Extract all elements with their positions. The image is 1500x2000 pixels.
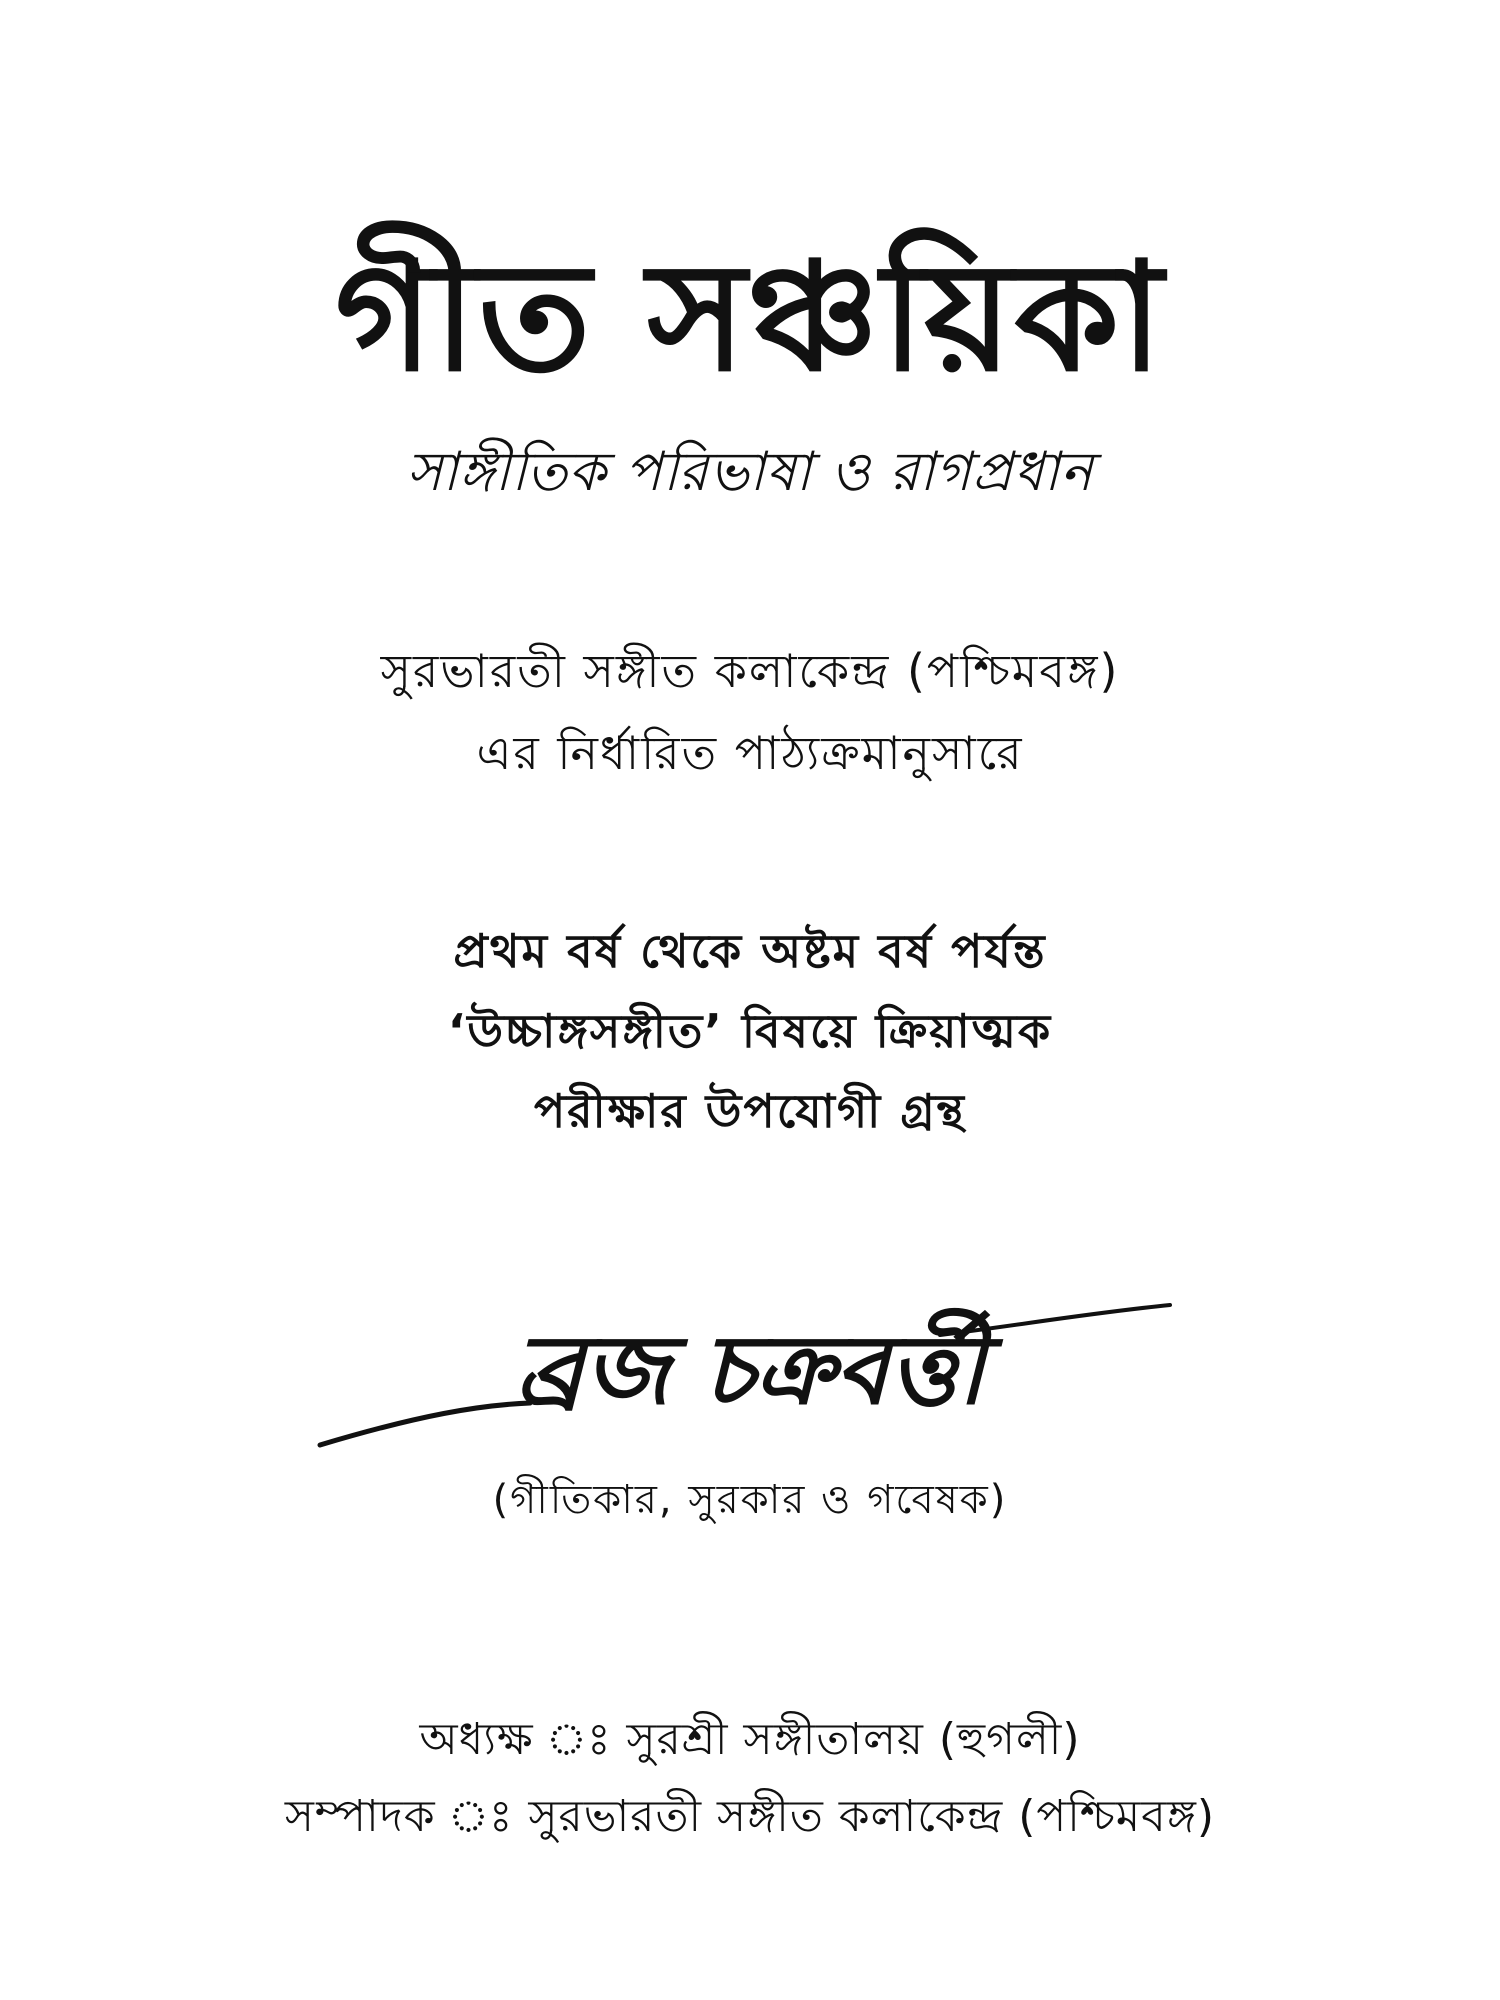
syllabus-line-1: সুরভারতী সঙ্গীত কলাকেন্দ্র (পশ্চিমবঙ্গ) [380,644,1120,698]
author-role: (গীতিকার, সুরকার ও গবেষক) [492,1477,1008,1523]
scope-line-1: প্রথম বর্ষ থেকে অষ্টম বর্ষ পর্যন্ত [453,924,1047,978]
author-signature-block [300,1295,1200,1455]
author-position-1: অধ্যক্ষ ঃ সুরশ্রী সঙ্গীতালয় (হুগলী) [419,1714,1081,1765]
scope-line-3: পরীক্ষার উপযোগী গ্রন্থ [534,1084,966,1138]
author-name: ব্রজ চক্রবর্ত্তী [515,1313,985,1426]
author-position-2: সম্পাদক ঃ সুরভারতী সঙ্গীত কলাকেন্দ্র (পশ্চিমবঙ্গ) [284,1791,1216,1842]
book-title: গীত সঞ্চয়িকা [335,231,1165,405]
scope-line-2: ‘উচ্চাঙ্গসঙ্গীত’ বিষয়ে ক্রিয়াত্মক [447,1004,1053,1058]
syllabus-line-2: এর নির্ধারিত পাঠ্যক্রমানুসারে [476,726,1024,780]
book-subtitle: সাঙ্গীতিক পরিভাষা ও রাগপ্রধান [406,440,1094,503]
